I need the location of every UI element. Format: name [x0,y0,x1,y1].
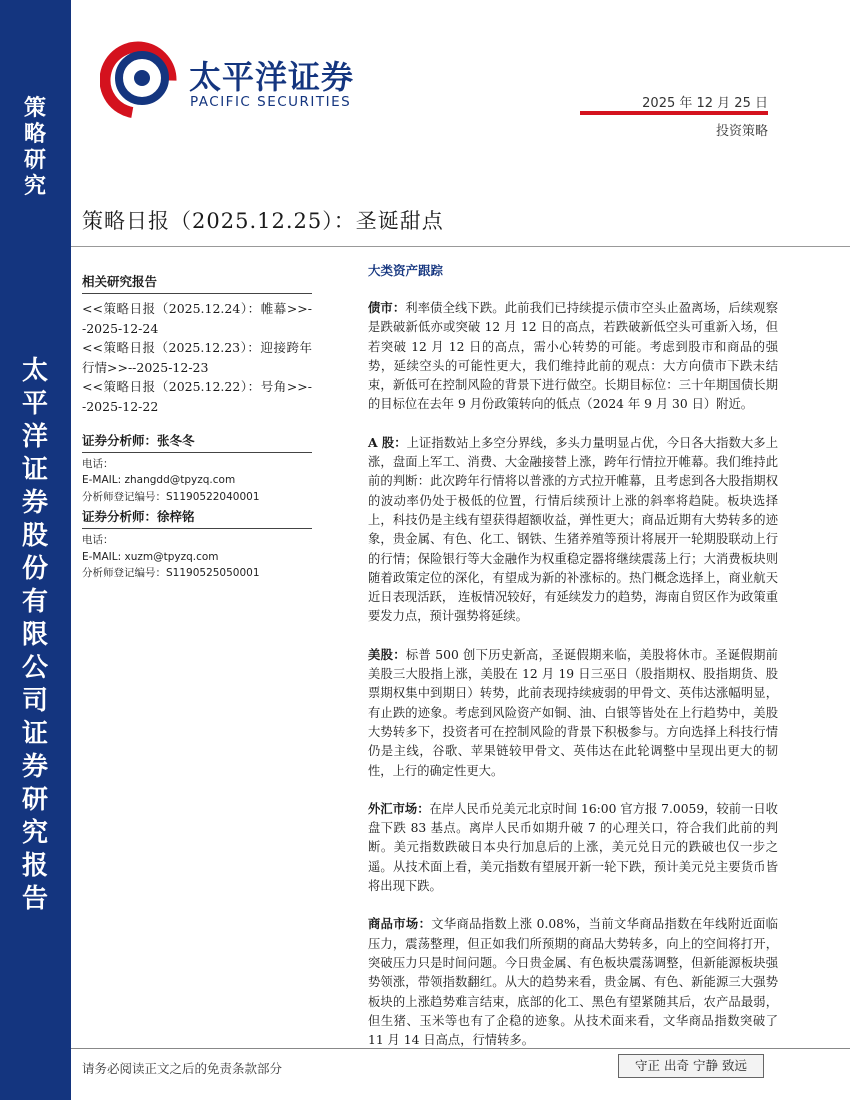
analyst-block [82,507,312,582]
analyst-registration: 分析师登记编号：S1190522040001 [82,490,260,503]
main-column [368,261,778,1068]
related-report-item[interactable]: <<策略日报（2025.12.23）：迎接跨年行情>>--2025-12-23 [82,340,312,375]
analyst-phone: 电话： [82,534,114,547]
related-report-item[interactable]: <<策略日报（2025.12.22）：号角>>--2025-12-22 [82,379,312,414]
bond-market-paragraph: 债市：利率债全线下跌。此前我们已持续提示债市空头止盈离场，后续观察是跌破新低亦或突破 12 月 12 日的高点，若跌破新低空头可重新入场，但若突破 12 月 12 日的高点，需小心转势的可能。考虑到股市和商品的强势，延续空头的可能性更大，我们维持此前的观点：大方向债市下跌未结束，新低可在控制风险的背景下进行做空。长期目标位：三十年期国债长期的目标位在去年 9 月份政策转向的低点（2024 年 9 月 30 日）附近。 [368,300,778,412]
forex-paragraph: 外汇市场：在岸人民币兑美元北京时间 16:00 官方报 7.0059，较前一日收盘下跌 83 基点。离岸人民币如期升破 7 的心理关口，符合我们此前的判断。美元指数跌破日本央行加息后的上涨，美元兑日元的跌破也仅一步之遥。从技术面上看，美元指数有望展开新一轮下跌，预计美元兑主要货币皆将出现下跌。 [368,800,778,894]
sidebar-category-label: 策略研究 [23,95,46,199]
logo-center-dot [134,70,150,86]
analyst-email[interactable]: E-MAIL: xuzm@tpyzq.com [82,550,219,563]
analyst-registration: 分析师登记编号：S1190525050001 [82,567,260,580]
footer-divider [71,1048,850,1049]
sidebar [0,0,71,1100]
logo-text-en: PACIFIC SECURITIES [190,94,352,110]
header-accent-line [580,111,768,115]
analyst-email[interactable]: E-MAIL: zhangdd@tpyzq.com [82,474,236,487]
us-stock-paragraph: 美股：标普 500 创下历史新高，圣诞假期来临，美股将休市。圣诞假期前美股三大股指上涨，美股在 12 月 19 日三巫日（股指期权、股指期货、股票期权集中到期日）转势，此前表现持续疲弱的甲骨文、英伟达涨幅明显，有止跌的迹象。考虑到风险资产如铜、油、白银等皆处在上行趋势中，美股大势转多下，投资者可在控制风险的背景下积极参与。方向选择上科技行情仍是主线，谷歌、苹果链较甲骨文、英伟达在此轮调整中呈现出更大的韧性，上行的确定性更大。 [368,646,778,778]
a-share-paragraph: A 股：上证指数站上多空分界线，多头力量明显占优，今日各大指数大多上涨，盘面上军工、消费、大金融接替上涨，跨年行情拉开帷幕。我们维持此前的判断：此次跨年行情将以普涨的方式拉开帷幕，且考虑到各大股指期权的波动率仍处于极低的位置，行情后续预计上涨的斜率将趋陡。板块选择上，科技仍是主线有望获得超额收益，弹性更大；商品近期有大势转多的迹象，贵金属、有色、化工、钢铁、生猪养殖等预计将展开一轮期股联动上行的行情；保险银行等大金融作为权重稳定器将继续震荡上行；大消费板块则随着政策定位的深化，有望成为新的补涨标的。热门概念选择上，商业航天近日表现活跃， 连板情况较好，有延续发力的趋势，海南自贸区作为政策重要发力点，预计强势将延续。 [368,434,778,624]
analyst-name: 证券分析师：张冬冬 [82,431,312,453]
title-divider [71,246,850,247]
report-date: 2025 年 12 月 25 日 [642,96,768,111]
analyst-phone: 电话： [82,457,114,470]
analyst-block [82,431,312,506]
report-title: 策略日报（2025.12.25）：圣诞甜点 [82,209,444,233]
sidebar-company-label: 太平洋证券股份有限公司证券研究报告 [21,356,48,914]
disclaimer-notice: 请务必阅读正文之后的免责条款部分 [82,1061,283,1076]
asset-tracking-heading: 大类资产跟踪 [368,263,444,278]
related-report-item[interactable]: <<策略日报（2025.12.24）：帷幕>>--2025-12-24 [82,301,312,336]
analyst-name: 证券分析师：徐梓铭 [82,507,312,529]
related-reports-heading: 相关研究报告 [82,272,312,294]
left-column [82,272,312,582]
company-motto: 守正 出奇 宁静 致远 [618,1054,764,1078]
commodity-paragraph: 商品市场：文华商品指数上涨 0.08%，当前文华商品指数在年线附近面临压力，震荡整理，但正如我们所预期的商品大势转多，向上的空间将打开，突破压力只是时间问题。今日贵金属、有色板块震荡调整，但新能源板块强势领涨，带领指数翻红。从大的趋势来看，贵金属、有色、新能源三大强势板块的上涨趋势难言结束，底部的化工、黑色有望紧随其后，农产品最弱，但生猪、玉米等也有了企稳的迹象。从技术面来看，文华商品指数突破了 11 月 14 日高点，行情转多。 [368,916,778,1048]
report-type: 投资策略 [715,124,768,139]
logo-text-cn: 太平洋证券 [189,58,355,96]
